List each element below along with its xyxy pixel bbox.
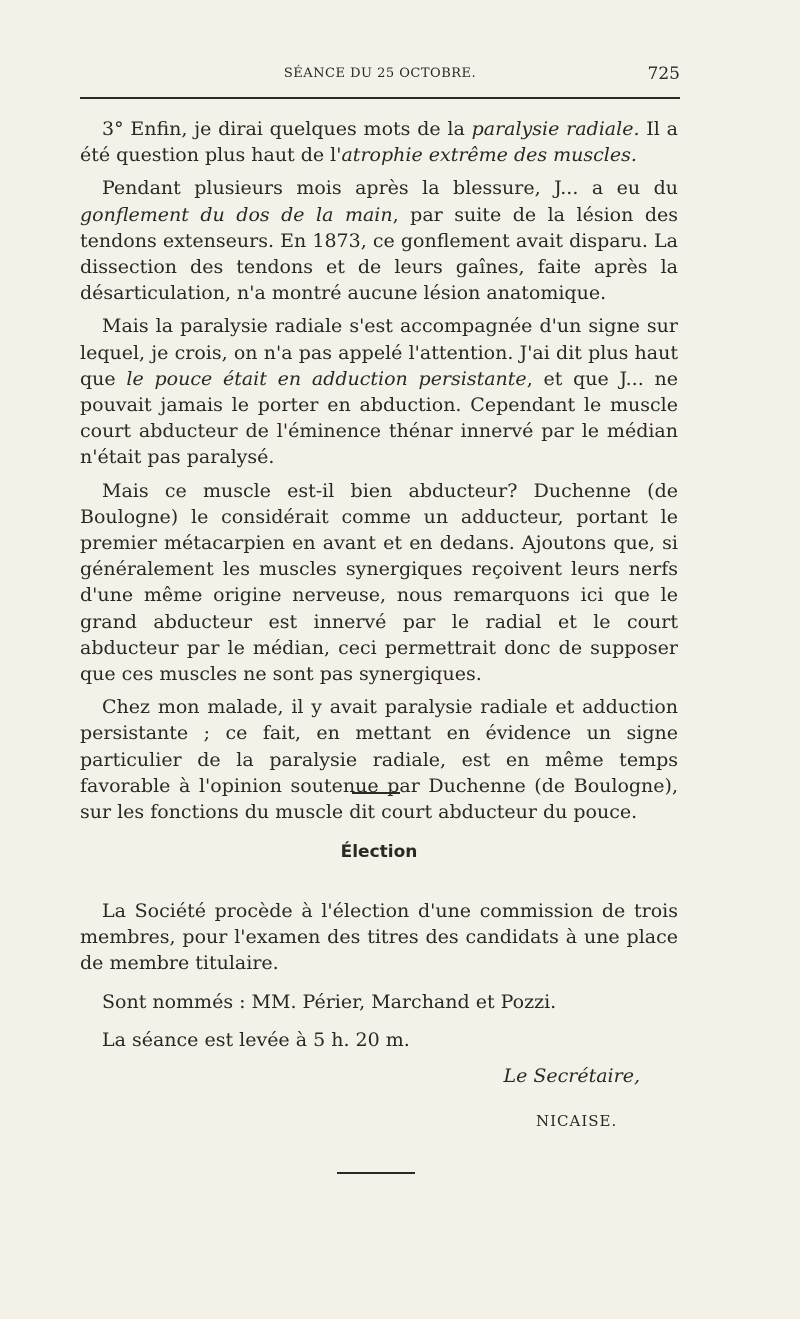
signature-name: NICAISE.: [536, 1112, 618, 1130]
paragraph-4: Mais ce muscle est-il bien abducteur? Duchenne (de Boulogne) le considérait comme un adducteur, portant le premier métacarpien en avant et en dedans. Ajoutons que, si généralement les muscles synergiques reçoivent leurs nerfs d'une même origine nerveuse, nous remarquons ici que le grand abducteur est innervé par le radial et le court abducteur par le médian, ceci permettrait donc de supposer que ces muscles ne sont pas synergiques.: [80, 479, 678, 686]
election-paragraph-3: La séance est levée à 5 h. 20 m.: [102, 1028, 410, 1051]
paragraph-5: Chez mon malade, il y avait paralysie radiale et adduction persistante ; ce fait, en mettant en évidence un signe particulier de la paralysie radiale, est en même temps favorable à l'opinion soutenue par Duchenne (de Boulogne), sur les fonctions du muscle dit court abducteur du pouce.: [80, 696, 678, 824]
section-title-election: Élection: [340, 842, 418, 862]
paragraph-1-text-a: 3° Enfin, je dirai quelques mots de la: [102, 118, 472, 140]
paragraph-1-italic-b: paralysie radiale.: [471, 118, 640, 140]
paragraph-2: [80, 175, 678, 306]
election-paragraph-2: Sont nommés : MM. Périer, Marchand et Pozzi.: [102, 990, 557, 1013]
paragraph-3-italic-b: le pouce était en adduction persistante: [126, 367, 527, 390]
section-separator: [352, 792, 400, 794]
running-title: SÉANCE DU 25 OCTOBRE.: [283, 66, 477, 81]
election-text: [80, 898, 678, 1065]
signature-title: Le Secrétaire,: [503, 1065, 640, 1087]
paragraph-1: [80, 116, 678, 168]
election-paragraph-1: La Société procède à l'élection d'une commission de trois membres, pour l'examen des titres des candidats à une place de membre titulaire.: [80, 900, 678, 975]
paragraph-2-text-a: Pendant plusieurs mois après la blessure, J... a eu du: [102, 177, 678, 200]
header-rule: [80, 97, 680, 99]
paragraph-1-italic-d: atrophie extrême des muscles.: [341, 144, 637, 167]
body-text: [80, 116, 678, 832]
paragraph-2-italic-b: gonflement du dos de la main: [80, 203, 393, 226]
closing-rule: [337, 1172, 415, 1174]
paragraph-3: [80, 313, 678, 470]
paragraph-1-text-c: Il a été question plus haut de l': [80, 118, 678, 167]
paragraph-3-text-c: , et que J... ne pouvait jamais le porter en abduction. Cependant le muscle court abducteur de l'éminence thénar innervé par le médian n'était pas paralysé.: [80, 367, 678, 469]
paragraph-2-text-c: , par suite de la lésion des tendons extenseurs. En 1873, ce gonflement avait disparu. La dissection des tendons et de leurs gaînes, faite après la désarticulation, n'a montré aucune lésion anatomique.: [80, 203, 678, 305]
page-header: [80, 64, 680, 88]
paragraph-3-text-a: Mais la paralysie radiale s'est accompagnée d'un signe sur lequel, je crois, on n'a pas appelé l'attention. J'ai dit plus haut que: [80, 315, 678, 390]
page-number: 725: [647, 64, 680, 84]
